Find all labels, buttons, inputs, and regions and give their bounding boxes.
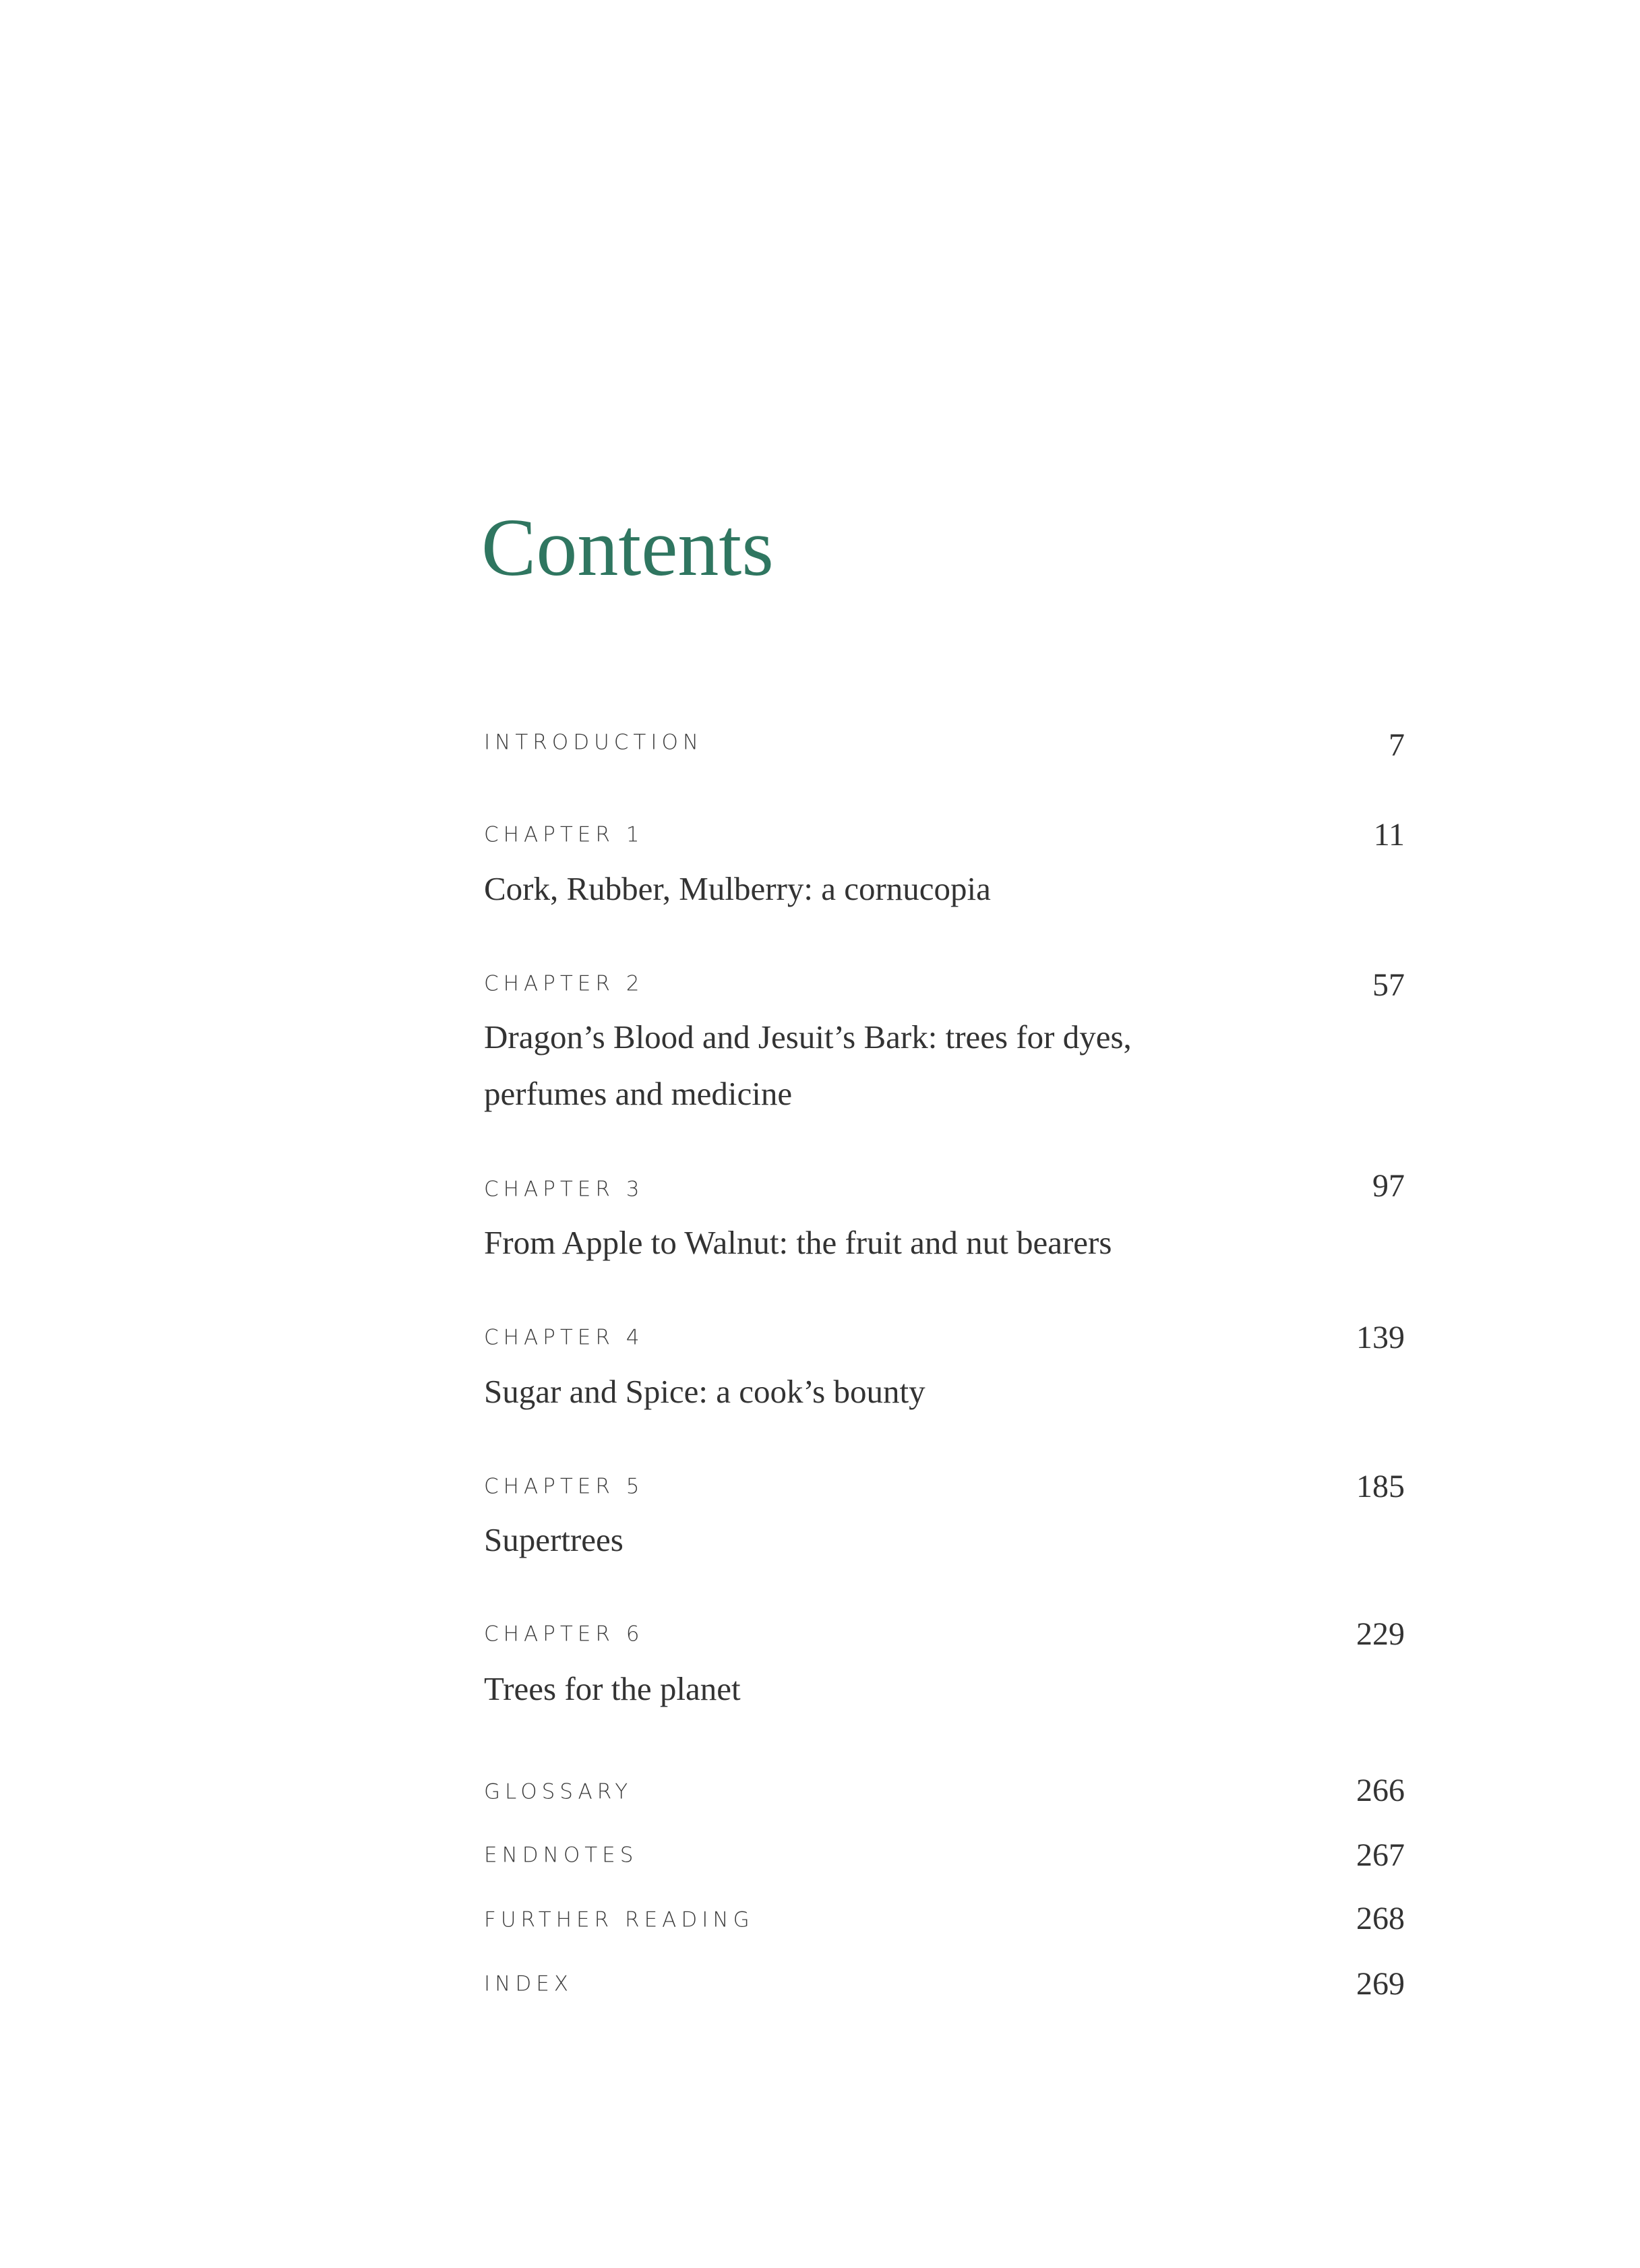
toc-chapter3-title[interactable]: From Apple to Walnut: the fruit and nut bearers [484, 1224, 1112, 1261]
toc-chapter2-page: 57 [1372, 967, 1405, 1003]
toc-chapter3-page: 97 [1372, 1168, 1405, 1204]
toc-endnotes-label[interactable]: ENDNOTES [484, 1843, 638, 1868]
toc-endnotes-page: 267 [1356, 1837, 1405, 1873]
toc-glossary-page: 266 [1356, 1773, 1405, 1808]
toc-chapter3-label[interactable]: CHAPTER 3 [484, 1177, 644, 1202]
toc-chapter1-label[interactable]: CHAPTER 1 [484, 822, 644, 847]
toc-glossary-label[interactable]: GLOSSARY [484, 1779, 633, 1804]
toc-index-page: 269 [1356, 1966, 1405, 2002]
toc-chapter2-title-line2[interactable]: perfumes and medicine [484, 1075, 793, 1112]
toc-chapter4-label[interactable]: CHAPTER 4 [484, 1325, 644, 1350]
toc-chapter1-page: 11 [1373, 817, 1405, 853]
toc-further-reading-page: 268 [1356, 1901, 1405, 1936]
toc-chapter5-label[interactable]: CHAPTER 5 [484, 1474, 644, 1499]
toc-introduction-label[interactable]: INTRODUCTION [484, 730, 704, 755]
toc-index-label[interactable]: INDEX [484, 1971, 574, 1996]
toc-chapter4-title[interactable]: Sugar and Spice: a cook’s bounty [484, 1373, 925, 1410]
toc-introduction-page: 7 [1389, 727, 1405, 763]
page-title: Contents [481, 502, 774, 593]
toc-chapter4-page: 139 [1356, 1320, 1405, 1355]
toc-chapter2-title-line1[interactable]: Dragon’s Blood and Jesuit’s Bark: trees for dyes, [484, 1018, 1132, 1055]
toc-chapter6-title[interactable]: Trees for the planet [484, 1670, 741, 1707]
toc-further-reading-label[interactable]: FURTHER READING [484, 1907, 754, 1932]
toc-chapter1-title[interactable]: Cork, Rubber, Mulberry: a cornucopia [484, 870, 991, 907]
toc-chapter6-label[interactable]: CHAPTER 6 [484, 1622, 644, 1647]
toc-chapter2-label[interactable]: CHAPTER 2 [484, 971, 644, 996]
toc-chapter5-page: 185 [1356, 1469, 1405, 1504]
toc-chapter6-page: 229 [1356, 1616, 1405, 1652]
toc-chapter5-title[interactable]: Supertrees [484, 1521, 624, 1558]
